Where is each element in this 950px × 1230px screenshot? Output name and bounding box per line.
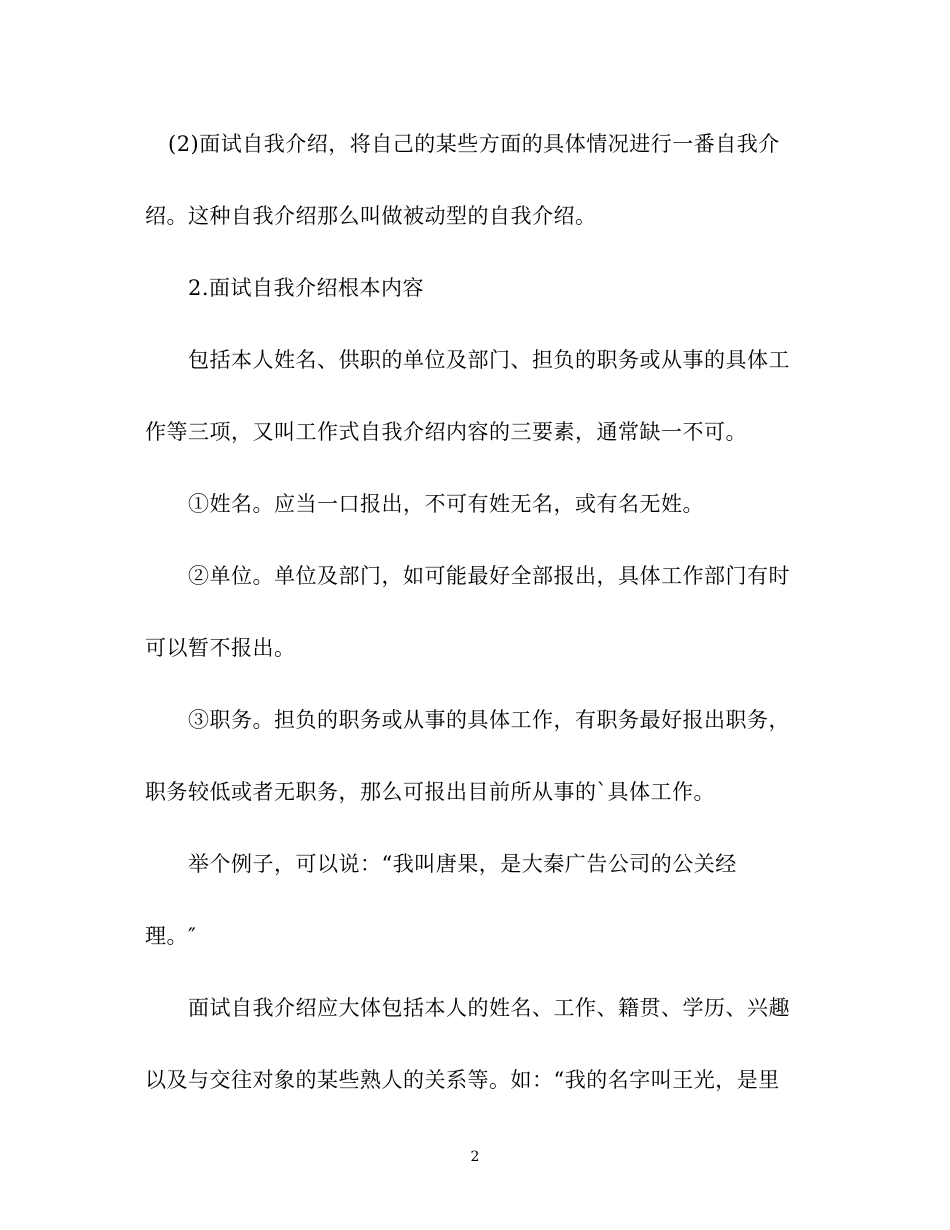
paragraph-line-3: 包括本人姓名、供职的单位及部门、担负的职务或从事的具体工 bbox=[188, 348, 790, 372]
paragraph-line-4: 作等三项，又叫工作式自我介绍内容的三要素，通常缺一不可。 bbox=[145, 420, 747, 444]
list-item-name: ①姓名。应当一口报出，不可有姓无名，或有名无姓。 bbox=[188, 492, 704, 516]
page-number: 2 bbox=[470, 1149, 480, 1165]
list-item-position: ③职务。担负的职务或从事的具体工作，有职务最好报出职务， bbox=[188, 708, 790, 732]
list-item-unit-cont: 可以暂不报出。 bbox=[145, 636, 296, 660]
list-item-position-cont: 职务较低或者无职务，那么可报出目前所从事的`具体工作。 bbox=[145, 780, 715, 804]
example-line-2: 理。″ bbox=[145, 924, 197, 948]
section-heading: 2.面试自我介绍根本内容 bbox=[188, 276, 425, 300]
paragraph-line-5: 面试自我介绍应大体包括本人的姓名、工作、籍贯、学历、兴趣 bbox=[188, 996, 790, 1020]
paragraph-line-6: 以及与交往对象的某些熟人的关系等。如：“我的名字叫王光，是里 bbox=[145, 1068, 780, 1092]
paragraph-line-1: (2)面试自我介绍，将自己的某些方面的具体情况进行一番自我介 bbox=[168, 132, 780, 156]
example-line-1: 举个例子，可以说：“我叫唐果，是大秦广告公司的公关经 bbox=[188, 852, 737, 876]
paragraph-line-2: 绍。这种自我介绍那么叫做被动型的自我介绍。 bbox=[145, 204, 597, 228]
list-item-unit: ②单位。单位及部门，如可能最好全部报出，具体工作部门有时 bbox=[188, 564, 790, 588]
